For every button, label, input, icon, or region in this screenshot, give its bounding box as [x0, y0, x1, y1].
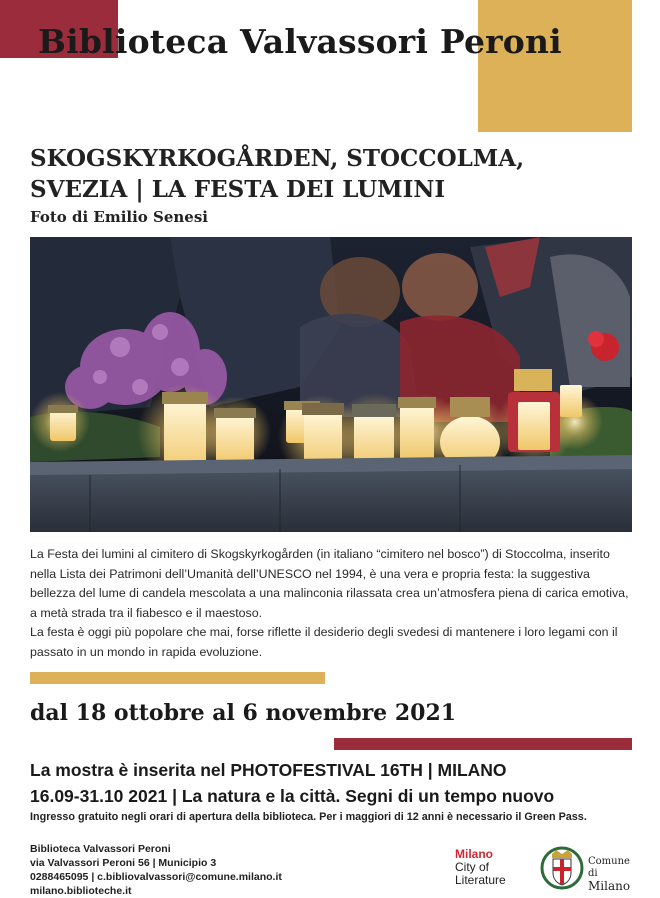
festival-line-2: 16.09-31.10 2021 | La natura e la città. Segni di un tempo nuovo	[30, 786, 555, 806]
exhibition-title-line2: SVEZIA | LA FESTA DEI LUMINI	[30, 176, 446, 203]
photo-illustration	[30, 237, 632, 532]
contact-block	[30, 842, 282, 898]
contact-name: Biblioteca Valvassori Peroni	[30, 843, 171, 855]
photo-credit: Foto di Emilio Senesi	[30, 208, 208, 226]
comune-line3: Milano	[588, 879, 631, 893]
coat-of-arms-icon	[540, 846, 584, 890]
decorative-gold-block	[478, 0, 632, 132]
exhibition-photo	[30, 237, 632, 532]
description-paragraph-2: La festa è oggi più popolare che mai, forse riflette il desiderio degli svedesi di mantenere i loro legami con il passato in un mondo in rapida evoluzione.	[30, 625, 618, 659]
library-title: Biblioteca Valvassori Peroni	[38, 22, 562, 61]
description-paragraph-1: La Festa dei lumini al cimitero di Skogskyrkogården (in italiano “cimitero nel bosco”) di Stoccolma, inserito nella Lista dei Patrimoni dell’Umanità dell’UNESCO nel 1994, è una vera e propria festa: la suggestiva bellezza del lume di candela mescolata a una malinconia rilassata crea un’atmosfera piena di carica emotiva, a metà strada tra il fiabesco e il maestoso.	[30, 547, 629, 620]
entry-note: Ingresso gratuito negli orari di apertura della biblioteca. Per i maggiori di 12 anni è necessario il Green Pass.	[30, 811, 587, 823]
exhibition-description	[30, 545, 632, 663]
exhibition-title	[30, 143, 630, 205]
city-of-literature-line2: City of	[455, 860, 490, 874]
city-of-literature-line1: Milano	[455, 847, 493, 861]
festival-line-1: La mostra è inserita nel PHOTOFESTIVAL 16TH | MILANO	[30, 760, 507, 780]
comune-di-milano-logo	[540, 846, 632, 893]
comune-text	[588, 856, 632, 894]
decorative-red-bar	[334, 738, 632, 750]
city-of-literature-logo	[455, 848, 506, 887]
contact-website: milano.biblioteche.it	[30, 885, 132, 897]
contact-address: via Valvassori Peroni 56 | Municipio 3	[30, 857, 217, 869]
comune-line1: Comune	[588, 856, 630, 867]
city-of-literature-line3: Literature	[455, 873, 506, 887]
exhibition-title-line1: SKOGSKYRKOGÅRDEN, STOCCOLMA,	[30, 145, 525, 172]
exhibition-dates: dal 18 ottobre al 6 novembre 2021	[30, 700, 457, 726]
contact-phone-email: 0288465095 | c.bibliovalvassori@comune.milano.it	[30, 871, 282, 883]
decorative-gold-bar	[30, 672, 325, 684]
comune-line2: di	[588, 868, 598, 879]
